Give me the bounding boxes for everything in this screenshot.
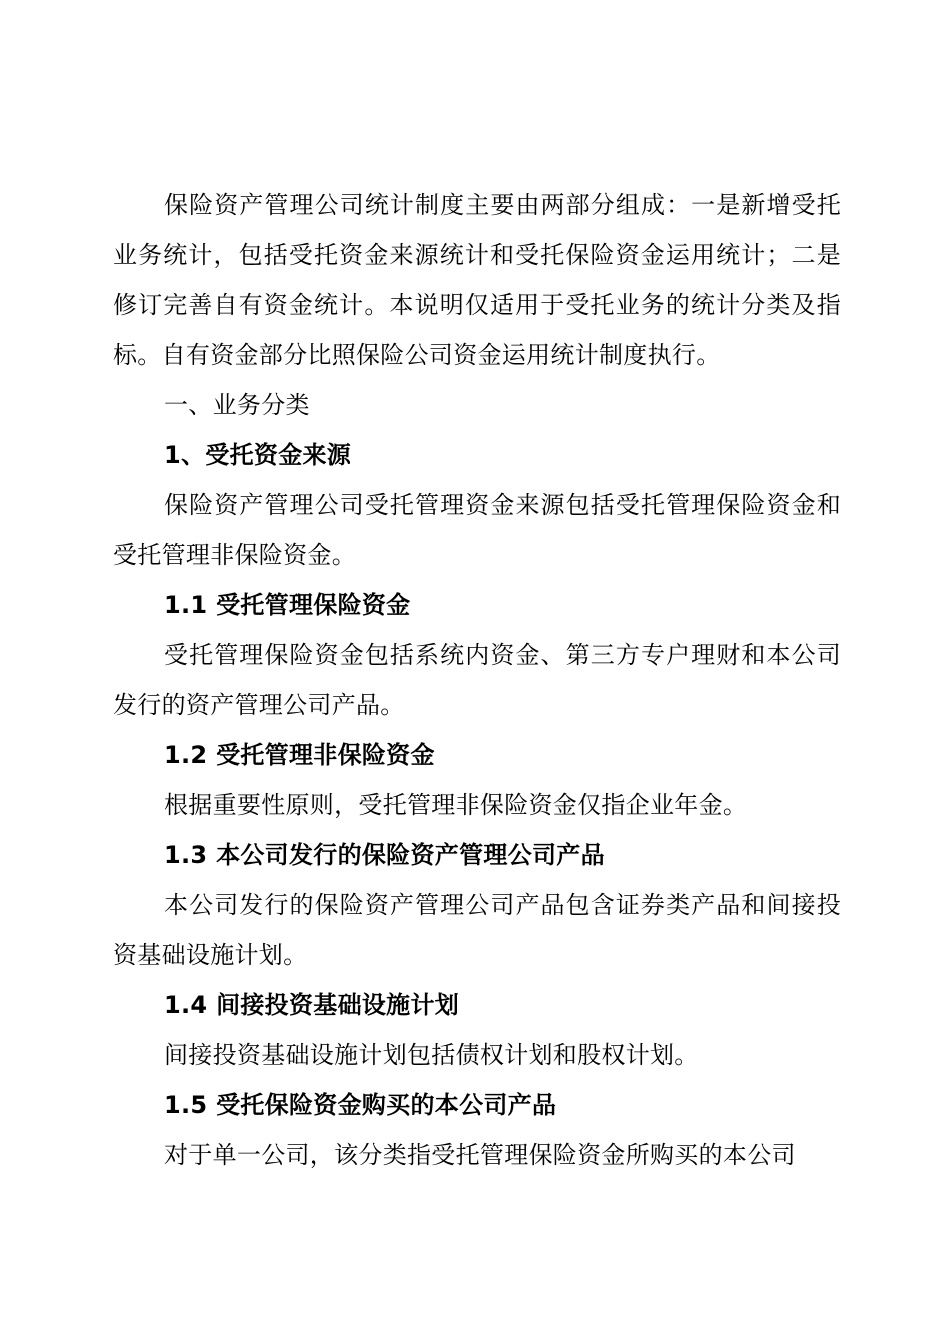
paragraph-1-1: 受托管理保险资金包括系统内资金、第三方专户理财和本公司发行的资产管理公司产品。: [113, 641, 841, 719]
intro-paragraph: 保险资产管理公司统计制度主要由两部分组成：一是新增受托业务统计，包括受托资金来源统计和受托保险资金运用统计；二是修订完善自有资金统计。本说明仅适用于受托业务的统计分类及指标。自有资金部分比照保险公司资金运用统计制度执行。: [113, 191, 841, 369]
heading-entrusted-funds-source: 1、受托资金来源: [164, 441, 352, 469]
paragraph-1-2: 根据重要性原则，受托管理非保险资金仅指企业年金。: [164, 791, 748, 819]
section-title-business-classification: 一、业务分类: [164, 391, 310, 419]
heading-1-5: 1.5 受托保险资金购买的本公司产品: [164, 1091, 557, 1119]
heading-1-2: 1.2 受托管理非保险资金: [164, 741, 435, 769]
heading-1-1: 1.1 受托管理保险资金: [164, 591, 411, 619]
heading-1-4: 1.4 间接投资基础设施计划: [164, 991, 460, 1019]
paragraph-1-4: 间接投资基础设施计划包括债权计划和股权计划。: [164, 1041, 699, 1069]
paragraph-funds-source: 保险资产管理公司受托管理资金来源包括受托管理保险资金和受托管理非保险资金。: [113, 491, 841, 569]
paragraph-1-5: 对于单一公司，该分类指受托管理保险资金所购买的本公司: [164, 1141, 796, 1169]
heading-1-3: 1.3 本公司发行的保险资产管理公司产品: [164, 841, 605, 869]
document-page: [113, 180, 841, 1180]
paragraph-1-3: 本公司发行的保险资产管理公司产品包含证券类产品和间接投资基础设施计划。: [113, 891, 841, 969]
